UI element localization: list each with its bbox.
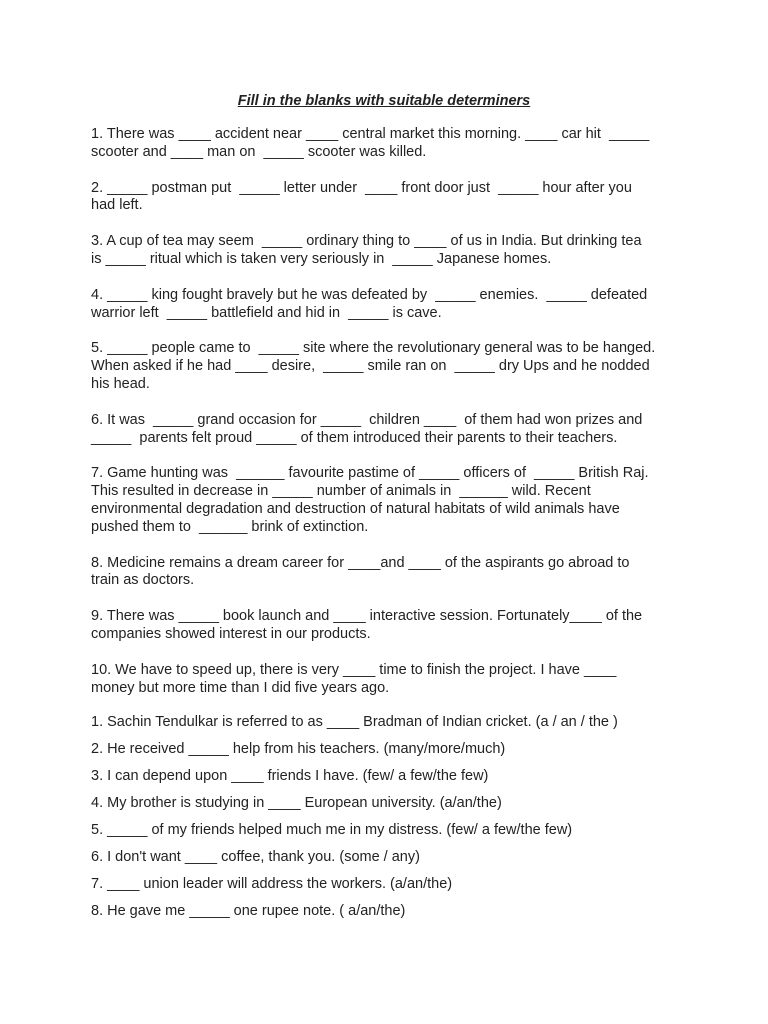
exercise-paragraphs bbox=[91, 126, 691, 715]
question-7: 7. Game hunting was ______ favourite pastime of _____ officers of _____ British Raj. This resulted in decrease in _____ number of animals in ______ wild. Recent environmental degradation and destruction of natural habitats of wild animals have pushed them to ______ brink of extinction. bbox=[91, 465, 649, 535]
worksheet-title: Fill in the blanks with suitable determiners bbox=[237, 93, 531, 109]
choice-question-3: 3. I can depend upon ____ friends I have. (few/ a few/the few) bbox=[91, 767, 489, 784]
choice-question-4: 4. My brother is studying in ____ European university. (a/an/the) bbox=[91, 794, 502, 811]
multiple-choice-list bbox=[91, 714, 691, 930]
question-9: 9. There was _____ book launch and ____ interactive session. Fortunately____ of the companies showed interest in our products. bbox=[91, 608, 643, 642]
question-8: 8. Medicine remains a dream career for ____and ____ of the aspirants go abroad to train as doctors. bbox=[91, 554, 630, 589]
question-3: 3. A cup of tea may seem _____ ordinary thing to ____ of us in India. But drinking tea is _____ ritual which is taken very seriously in _____ Japanese homes. bbox=[91, 233, 642, 267]
choice-question-2: 2. He received _____ help from his teachers. (many/more/much) bbox=[91, 740, 506, 757]
choice-question-6: 6. I don't want ____ coffee, thank you. (some / any) bbox=[91, 848, 420, 865]
question-5: 5. _____ people came to _____ site where the revolutionary general was to be hanged. When asked if he had ____ desire, _____ smile ran on _____ dry Ups and he nodded his head. bbox=[91, 340, 656, 392]
choice-question-7: 7. ____ union leader will address the workers. (a/an/the) bbox=[91, 875, 453, 892]
choice-question-5: 5. _____ of my friends helped much me in my distress. (few/ a few/the few) bbox=[91, 821, 573, 838]
question-10: 10. We have to speed up, there is very ____ time to finish the project. I have ____ money but more time than I did five years ago. bbox=[91, 661, 617, 696]
question-6: 6. It was _____ grand occasion for _____ children ____ of them had won prizes and _____ parents felt proud _____ of them introduced their parents to their teachers. bbox=[91, 411, 643, 446]
question-4: 4. _____ king fought bravely but he was defeated by _____ enemies. _____ defeated warrior left _____ battlefield and hid in _____ is cave. bbox=[91, 286, 648, 321]
question-2: 2. _____ postman put _____ letter under ____ front door just _____ hour after you had left. bbox=[91, 179, 632, 214]
choice-question-8: 8. He gave me _____ one rupee note. ( a/an/the) bbox=[91, 902, 406, 919]
choice-question-1: 1. Sachin Tendulkar is referred to as ____ Bradman of Indian cricket. (a / an / the ) bbox=[91, 714, 618, 730]
question-1: 1. There was ____ accident near ____ central market this morning. ____ car hit _____ scooter and ____ man on _____ scooter was killed. bbox=[91, 126, 650, 160]
